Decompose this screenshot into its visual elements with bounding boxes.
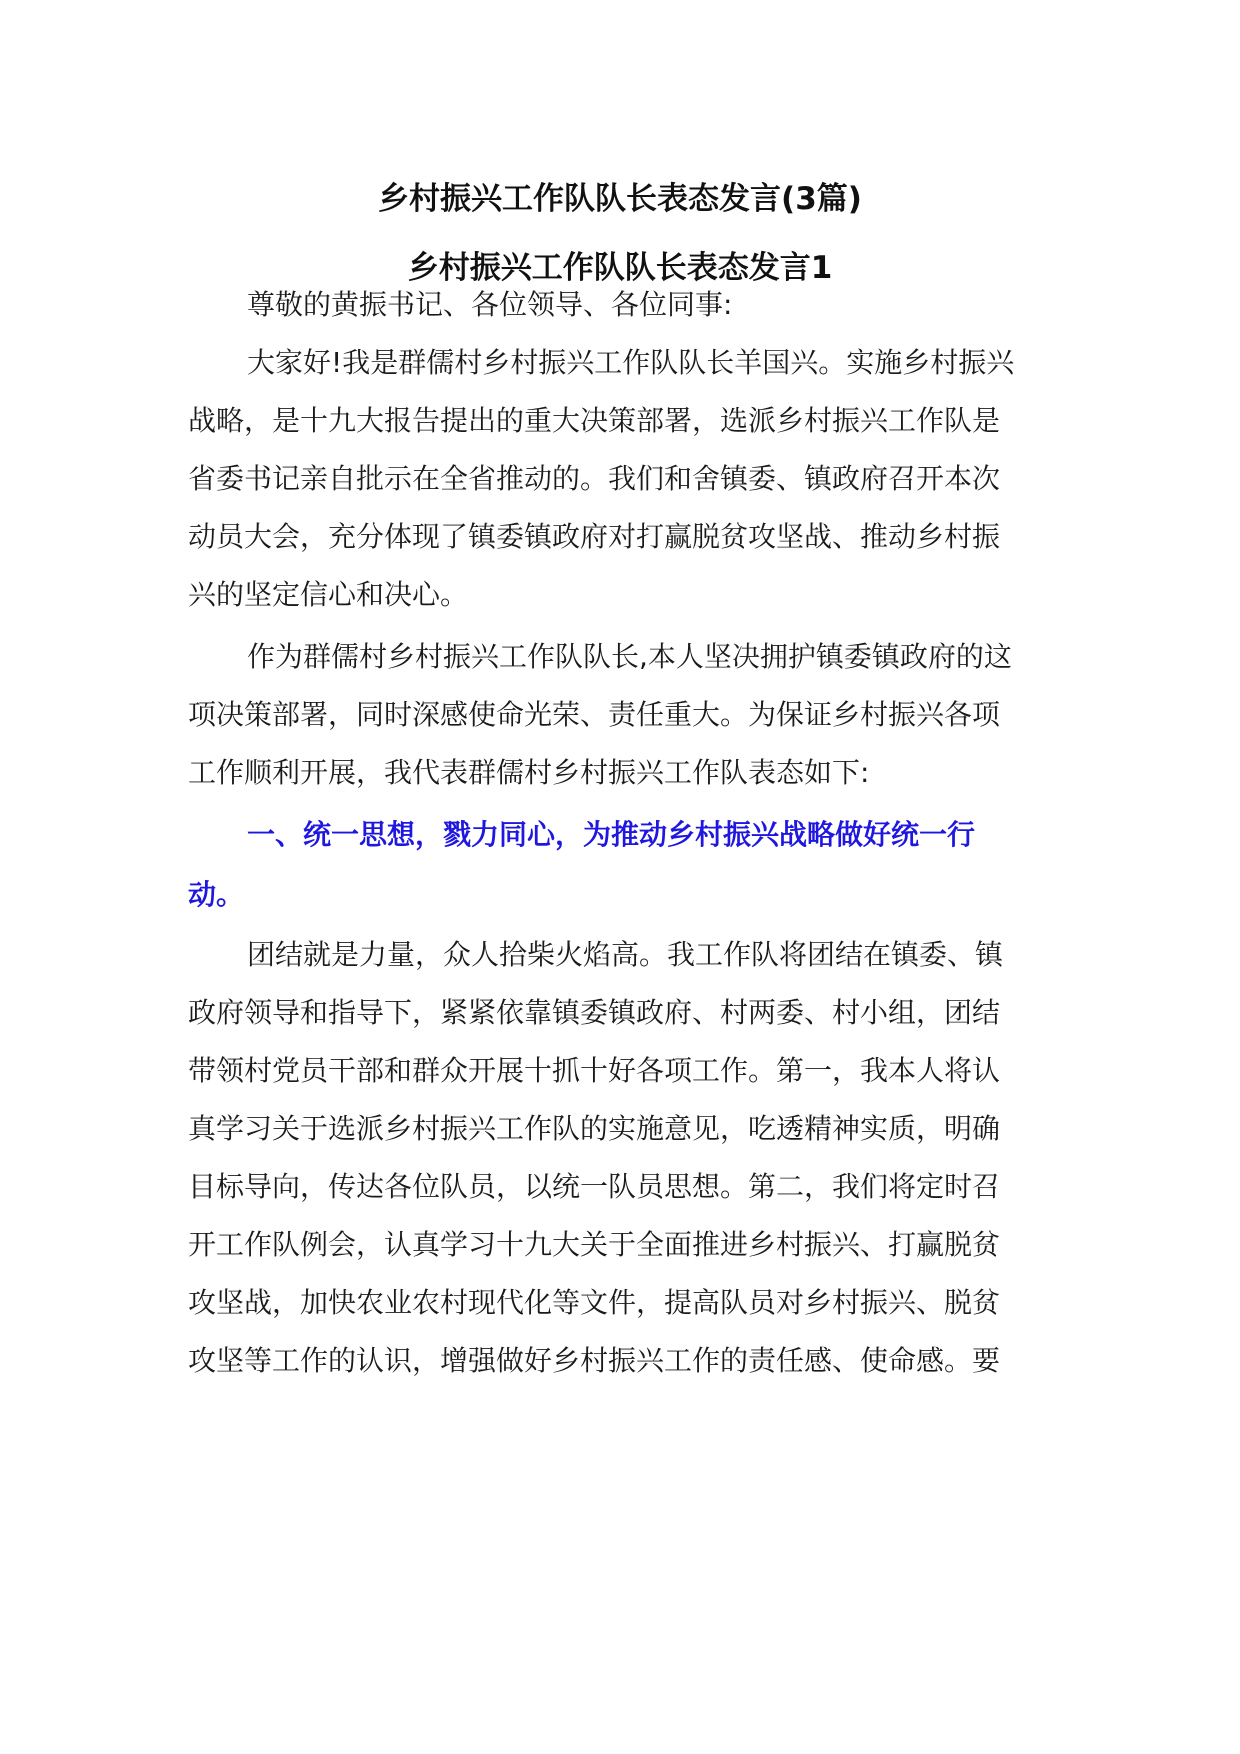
paragraph-2-line: 工作顺利开展，我代表群儒村乡村振兴工作队表态如下: [188, 756, 870, 789]
paragraph-3-line: 带领村党员干部和群众开展十抓十好各项工作。第一，我本人将认 [188, 1054, 1001, 1087]
paragraph-3-line: 目标导向，传达各位队员，以统一队员思想。第二，我们将定时召 [188, 1170, 1001, 1203]
document-subtitle: 乡村振兴工作队队长表态发言1 [407, 250, 833, 286]
paragraph-3-line: 开工作队例会，认真学习十九大关于全面推进乡村振兴、打赢脱贫 [188, 1228, 1001, 1261]
paragraph-1-line: 战略，是十九大报告提出的重大决策部署，选派乡村振兴工作队是 [188, 404, 1001, 437]
salutation: 尊敬的黄振书记、各位领导、各位同事: [247, 288, 733, 321]
paragraph-2-line: 项决策部署，同时深感使命光荣、责任重大。为保证乡村振兴各项 [188, 698, 1001, 731]
paragraph-1-line: 兴的坚定信心和决心。 [188, 578, 469, 611]
document-title: 乡村振兴工作队队长表态发言(3篇) [378, 181, 862, 217]
paragraph-3-line: 攻坚等工作的认识，增强做好乡村振兴工作的责任感、使命感。要 [188, 1344, 1001, 1377]
paragraph-3-line: 政府领导和指导下，紧紧依靠镇委镇政府、村两委、村小组，团结 [188, 996, 1001, 1029]
paragraph-3-line: 真学习关于选派乡村振兴工作队的实施意见，吃透精神实质，明确 [188, 1112, 1001, 1145]
paragraph-1-line: 省委书记亲自批示在全省推动的。我们和舍镇委、镇政府召开本次 [188, 462, 1001, 495]
paragraph-2-line: 作为群儒村乡村振兴工作队队长,本人坚决拥护镇委镇政府的这 [247, 640, 1012, 673]
section-heading-line: 动。 [188, 878, 245, 911]
section-heading-line: 一、统一思想，戮力同心，为推动乡村振兴战略做好统一行 [247, 818, 976, 851]
paragraph-3-line: 攻坚战，加快农业农村现代化等文件，提高队员对乡村振兴、脱贫 [188, 1286, 1001, 1319]
paragraph-1-line: 动员大会，充分体现了镇委镇政府对打赢脱贫攻坚战、推动乡村振 [188, 520, 1001, 553]
paragraph-3-line: 团结就是力量，众人拾柴火焰高。我工作队将团结在镇委、镇 [247, 938, 1004, 971]
paragraph-1-line: 大家好!我是群儒村乡村振兴工作队队长羊国兴。实施乡村振兴 [247, 346, 1015, 379]
